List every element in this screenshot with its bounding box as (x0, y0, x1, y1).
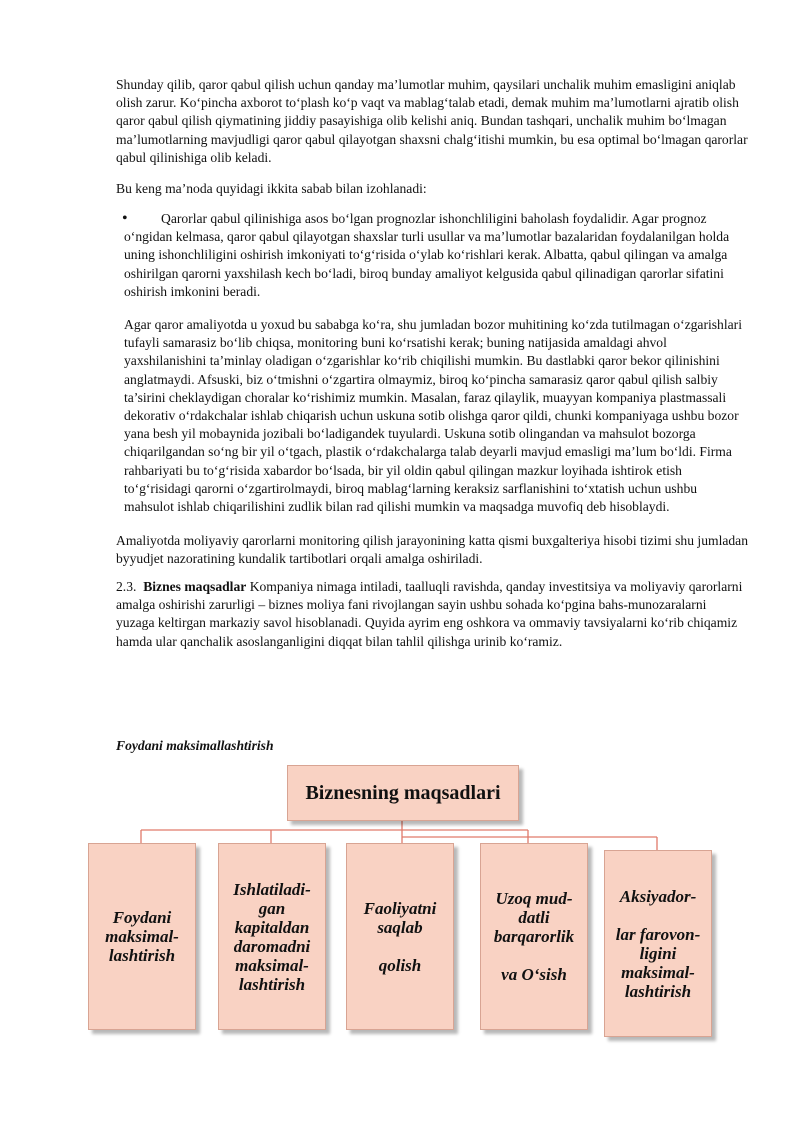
paragraph-business-goals (116, 578, 748, 651)
bullet-icon: • (122, 210, 128, 227)
diagram-goal-box-stability-growth (480, 843, 588, 1030)
diagram-goal-label: Faoliyatni saqlab qolish (363, 898, 437, 975)
section-text: Kompaniya nimaga intiladi, taalluqli ravishda, qanday investitsiya va moliyaviy qarorlarni amalga oshirishi zarurligi – biznes moliya fani rivojlangan sayin ushbu sohada koʻpgina bahs-munozaralarni yuzaga keltirgan markaziy savol hisoblanadi. Quyida ayrim eng oshkora va ommaviy tavsiyalarni koʻrib chiqamiz hamda ular qanchalik asoslanganligini diqqat bilan tahlil qilishga urinib koʻramiz. (116, 579, 743, 649)
paragraph-two-reasons-intro: Bu keng ma’noda quyidagi ikkita sabab bilan izohlanadi: (116, 181, 427, 196)
diagram-goal-box-capital-return (218, 843, 326, 1030)
subheading-profit-maximization: Foydani maksimallashtirish (116, 738, 274, 753)
paragraph-decision-data: Shunday qilib, qaror qabul qilish uchun qanday ma’lumotlar muhim, qaysilari unchalik muhim emasligini aniqlab olish zarur. Koʻpincha axborot toʻplash koʻp vaqt va mablagʻtalab etadi, demak muhim ma’lumotlarni ajratib olish qaror qabul qilish qiymatining jiddiy pasayishiga olib kelishi aniq. Bundan tashqari, unchalik muhim boʻlmagan ma’lumotlarning mavjudligi qaror qabul qilayotgan shaxsni chalgʻitishi mumkin, bu esa optimal boʻlmagan qarorlar qabul qilinishiga olib keladi. (116, 77, 748, 165)
diagram-goal-label: Ishlatiladi- gan kapitaldan daromadni maksimal- lashtirish (233, 879, 311, 994)
section-heading: Biznes maqsadlar (143, 579, 247, 594)
diagram-goal-box-survival (346, 843, 454, 1030)
diagram-goal-label: Foydani maksimal- lashtirish (105, 908, 179, 965)
bullet-item-forecast-reliability (124, 210, 750, 301)
diagram-goal-label: Aksiyador- lar farovon- ligini maksimal- lashtirish (615, 886, 701, 1001)
paragraph-accounting-monitoring: Amaliyotda moliyaviy qarorlarni monitoring qilish jarayonining katta qismi buxgalteriya hisobi tizimi shu jumladan byyudjet nazoratining kundalik tartibotlari orqali amalga oshiriladi. (116, 533, 749, 567)
paragraph-monitoring-example: Agar qaror amaliyotda u yoxud bu sababga koʻra, shu jumladan bozor muhitining koʻzda tutilmagan oʻzgarishlari tufayli samarasiz boʻlib chiqsa, monitoring buni koʻrsatishi kerak; buning natijasida amaldagi ahvol yaxshilanishini ta’minlay oladigan oʻzgarishlar koʻrib chiqilishi mumkin. Bu dastlabki qaror bekor qilinishini anglatmaydi. Afsuski, biz oʻtmishni oʻzgartira olmaymiz, biroq koʻpincha samarasiz qaror qabul qilish salbiy ta’sirini cheklaydigan choralar koʻrishimiz mumkin. Masalan, faraz qilaylik, muayyan kompaniya plastmassali dekorativ oʻrdakchalar ishlab chiqarish uchun uskuna sotib olishga qaror qildi, chunki kompaniyaga ushbu bozor yana besh yil mobaynida jozibali boʻladigandek tuyulardi. Uskuna sotib olingandan va mahsulot bozorga chiqarilgandan soʻng bir yil oʻtgach, plastik oʻrdakchalarga talab deyarli mavjud emasligi ma’lum boʻldi. Firma rahbariyati bu toʻgʻrisida xabardor boʻlsada, bir yil oldin qabul qilingan mazkur loyihada ishtirok etish toʻgʻrisidagi qarorni oʻzgartirolmaydi, biroq mablagʻlarning keraksiz sarflanishini toʻxtatish uchun ushbu mahsulot ishlab chiqarilishini zudlik bilan rad qilishi mumkin va maqsadga muvofiq deb hisoblaydi. (124, 317, 742, 515)
diagram-title: Biznesning maqsadlari (305, 781, 501, 804)
diagram-title-box (287, 765, 519, 821)
diagram-goal-label: Uzoq mud- datli barqarorlik va Oʻsish (493, 889, 575, 984)
section-number: 2.3. (116, 579, 137, 594)
diagram-goal-box-shareholder-welfare (604, 850, 712, 1037)
diagram-goal-box-profit (88, 843, 196, 1030)
bullet-item-text: Qarorlar qabul qilinishiga asos boʻlgan prognozlar ishonchliligini baholash foydalidir. Agar prognoz oʻngidan kelmasa, qaror qabul qilayotgan shaxslar turli usullar va ma’lumotlar bazalaridan foydalanilgan holda uning ishonchliligini oshirish imkoniyati toʻgʻrisida oʻylab koʻrishlari kerak. Albatta, qabul qilingan va amalga oshirilgan qarorni yaxshilash kech boʻladi, biroq bunday amaliyot kelgusida qabul qilinadigan qarorlar sifatini oshirish imkonini beradi. (124, 211, 730, 299)
